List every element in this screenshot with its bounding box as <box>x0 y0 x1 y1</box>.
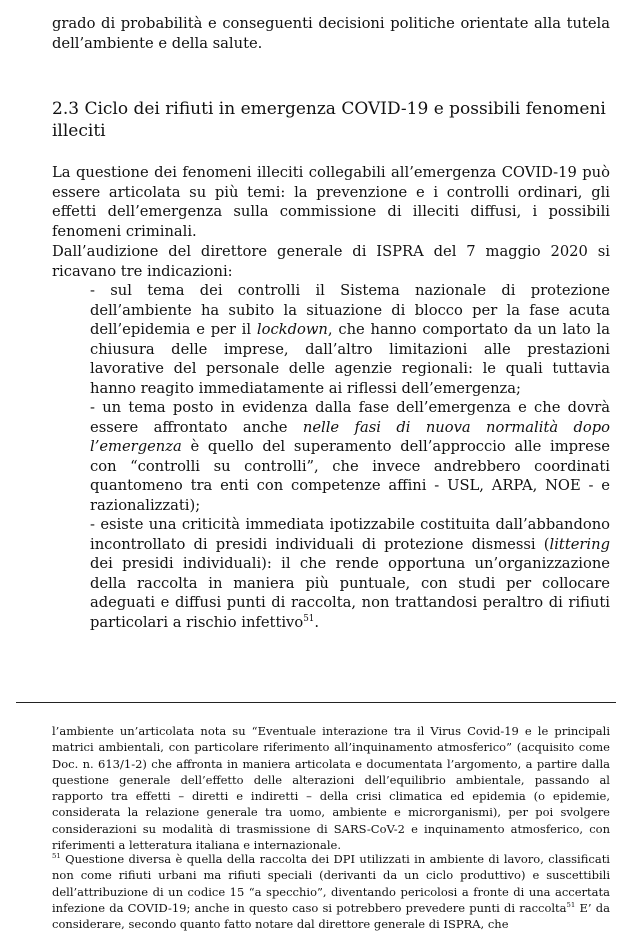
footnote-ref-51[interactable]: 51 <box>566 901 576 910</box>
footnote-51: $^{51}$ Questione diversa è quella della raccolta dei DPI utilizzati in ambiente di lavoro, classificati non come rifiuti urbani ma rifiuti speciali (derivanti da un ciclo produttivo) e suscettibili dell’attribuzione di un codice 15 “a specchio”, diventando pericolosi a fronte di una accertata infezione da COVID-19; anche in questo caso si potrebbero prevedere punti di raccolta$^{51}$ E’ da considerare, secondo quanto fatto notare dal direttore generale di ISPRA, che <box>52 852 610 932</box>
footnote-ref-51[interactable]: 51 <box>303 613 315 624</box>
footnote-continued: l’ambiente un’articolata nota su “Eventuale interazione tra il Virus Covid-19 e le principali matrici ambientali, con particolare riferimento all’inquinamento atmosferico” (acquisito come Doc. n. 613/1-2) che affronta in maniera articolata e documentata l’argomento, a partire dalla questione generale dell’effetto delle alterazioni dell’equilibrio ambientale, passando al rapporto tra effetti – diretti e indiretti – della crisi climatica ed epidemia (o epidemie, considerata la relazione generale tra uomo, ambiente e microrganismi), per poi svolgere considerazioni su modalità di trasmissione di SARS-CoV-2 e inquinamento atmosferico, con riferimenti a letteratura italiana e internazionale. <box>52 724 610 853</box>
footnote-separator <box>16 702 616 703</box>
main-paragraph-1: La questione dei fenomeni illeciti collegabili all’emergenza COVID-19 può essere articolata su più temi: la prevenzione e i controlli ordinari, gli effetti dell’emergenza sulla commissione di illeciti diffusi, i possibili fenomeni criminali. <box>52 164 610 240</box>
list-item: - un tema posto in evidenza dalla fase dell’emergenza e che dovrà essere affrontato anche nelle fasi di nuova normalità dopo l’emergenza è quello del superamento dell’approccio alle imprese con “controlli su controlli”, che invece andrebbero coordinati quantomeno tra enti con competenze affini - USL, ARPA, NOE - e razionalizzati); <box>90 399 610 514</box>
main-paragraph-2: Dall’audizione del direttore generale di ISPRA del 7 maggio 2020 si ricavano tre indicazioni: <box>52 243 610 280</box>
footnote-number: 51 <box>52 852 61 861</box>
intro-paragraph: grado di probabilità e conseguenti decisioni politiche orientate alla tutela dell’ambiente e della salute. <box>52 15 610 52</box>
indications-list <box>90 281 610 632</box>
list-item: - sul tema dei controlli il Sistema nazionale di protezione dell’ambiente ha subito la situazione di blocco per la fase acuta dell’epidemia e per il lockdown, che hanno comportato da un lato la chiusura delle imprese, dall’altro limitazioni alle prestazioni lavorative del personale delle agenzie regionali: le quali tuttavia hanno reagito immediatamente ai riflessi dell’emergenza; <box>90 282 610 397</box>
section-heading: 2.3 Ciclo dei rifiuti in emergenza COVID-19 e possibili fenomeni illeciti <box>52 99 606 141</box>
list-item: - esiste una criticità immediata ipotizzabile costituita dall’abbandono incontrollato di presidi individuali di protezione dismessi (littering dei presidi individuali): il che rende opportuna un’organizzazione della raccolta in maniera più puntuale, con studi per collocare adeguati e diffusi punti di raccolta, non trattandosi peraltro di rifiuti particolari a rischio infettivo$^{51}$. <box>90 516 610 631</box>
